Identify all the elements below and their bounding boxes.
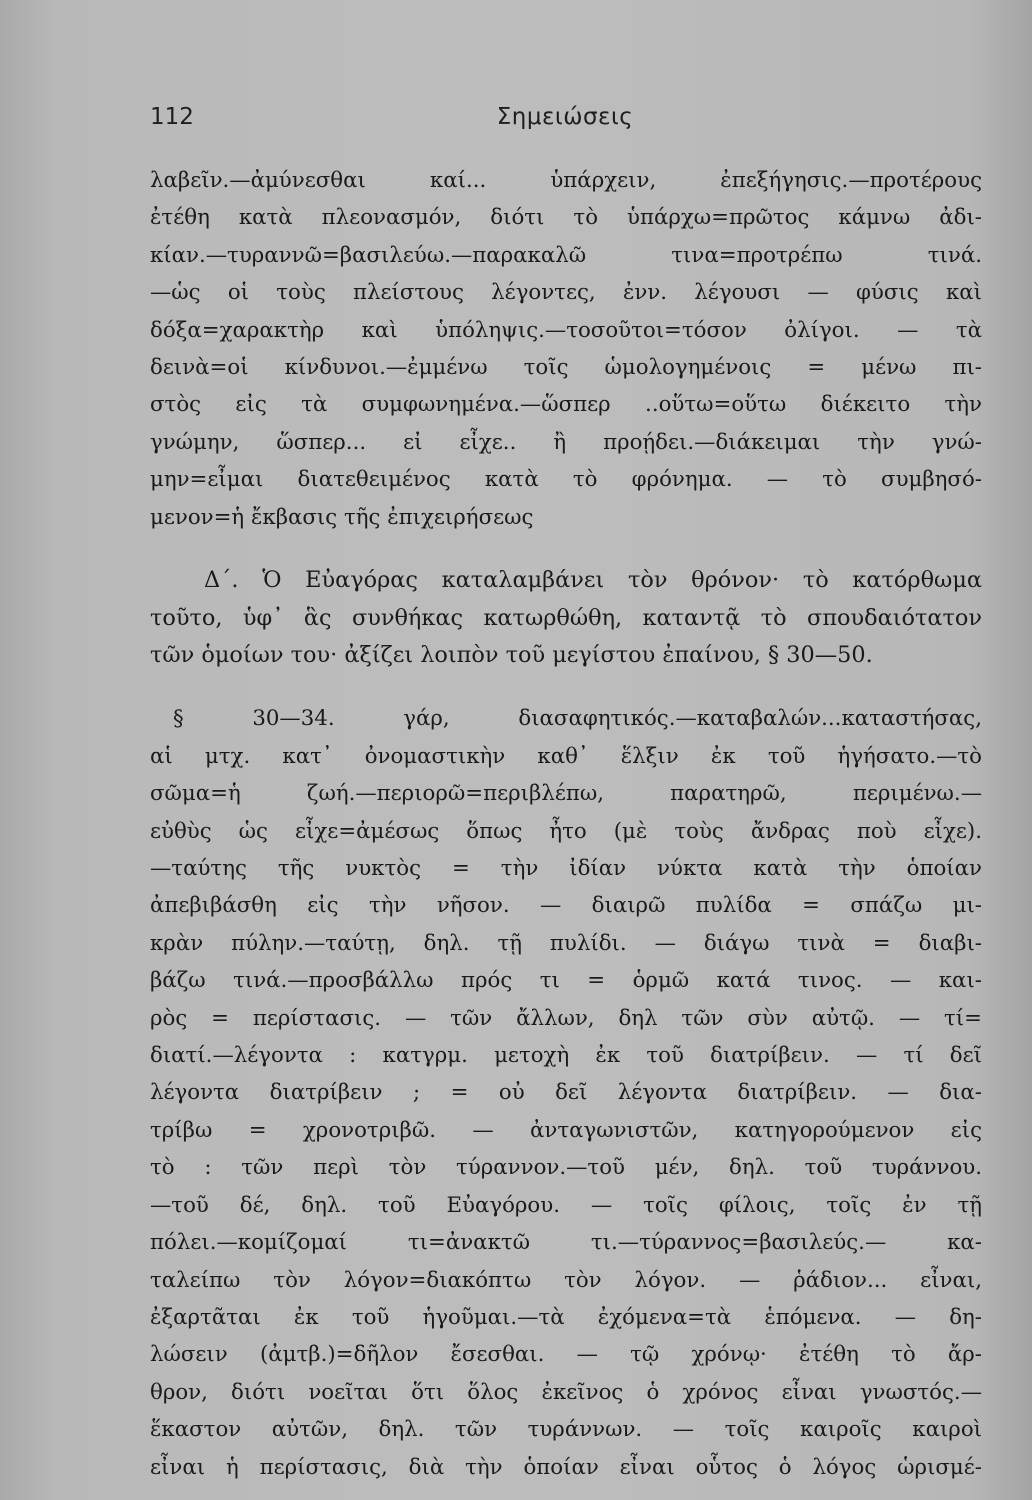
text-line: ἐξαρτᾶται ἐκ τοῦ ἡγοῦμαι.—τὰ ἐχόμενα=τὰ ἑπόμενα. — δη-: [150, 1305, 982, 1330]
section-heading-line: Δ΄. Ὁ Εὐαγόρας καταλαμβάνει τὸν θρόνον· τὸ κατόρθωμα: [204, 567, 982, 593]
text-line: λαβεῖν.—ἀμύνεσθαι καί... ὑπάρχειν, ἐπεξήγησις.—προτέρους: [150, 168, 982, 193]
text-line: τρίβω = χρονοτριβῶ. — ἀνταγωνιστῶν, κατηγορούμενον εἰς: [150, 1118, 982, 1143]
text-line: μην=εἶμαι διατεθειμένος κατὰ τὸ φρόνημα. — τὸ συμβησό-: [150, 467, 982, 492]
paragraph-start-line: § 30—34. γάρ, διασαφητικός.—καταβαλών...καταστήσας,: [173, 706, 982, 731]
text-line: λέγοντα διατρίβειν ; = οὐ δεῖ λέγοντα διατρίβειν. — δια-: [150, 1080, 982, 1105]
text-line: μενον=ἡ ἔκβασις τῆς ἐπιχειρήσεως: [150, 505, 534, 530]
text-line: αἱ μτχ. κατ᾽ ὀνομαστικὴν καθ᾽ ἕλξιν ἐκ τοῦ ἡγήσατο.—τὸ: [150, 744, 982, 769]
text-line: τῶν ὁμοίων του· ἀξίζει λοιπὸν τοῦ μεγίστου ἐπαίνου, § 30—50.: [150, 642, 873, 668]
text-line: σῶμα=ἡ ζωή.—περιορῶ=περιβλέπω, παρατηρῶ, περιμένω.—: [150, 781, 982, 806]
text-line: —ὡς οἱ τοὺς πλείστους λέγοντες, ἐνν. λέγουσι — φύσις καὶ: [150, 280, 982, 305]
text-line: ἐτέθη κατὰ πλεονασμόν, διότι τὸ ὑπάρχω=πρῶτος κάμνω ἀδι-: [150, 205, 982, 230]
text-line: τὸ : τῶν περὶ τὸν τύραννον.—τοῦ μέν, δηλ. τοῦ τυράννου.: [150, 1155, 982, 1180]
text-line: δόξα=χαρακτὴρ καὶ ὑπόληψις.—τοσοῦτοι=τόσον ὀλίγοι. — τὰ: [150, 318, 982, 343]
text-line: διατί.—λέγοντα : κατγρμ. μετοχὴ ἐκ τοῦ διατρίβειν. — τί δεῖ: [150, 1043, 982, 1068]
text-line: κρὰν πύλην.—ταύτῃ, δηλ. τῇ πυλίδι. — διάγω τινὰ = διαβι-: [150, 931, 982, 956]
text-line: ρὸς = περίστασις. — τῶν ἄλλων, δηλ τῶν σὺν αὐτῷ. — τί=: [150, 1006, 982, 1031]
text-line: ἕκαστον αὐτῶν, δηλ. τῶν τυράννων. — τοῖς καιροῖς καιροὶ: [150, 1417, 982, 1442]
text-line: ἀπεβιβάσθη εἰς τὴν νῆσον. — διαιρῶ πυλίδα = σπάζω μι-: [150, 893, 982, 918]
text-line: πόλει.—κομίζομαί τι=ἀνακτῶ τι.—τύραννος=βασιλεύς.— κα-: [150, 1230, 982, 1255]
text-line: —τοῦ δέ, δηλ. τοῦ Εὐαγόρου. — τοῖς φίλοις, τοῖς ἐν τῇ: [150, 1193, 982, 1218]
text-line: εἶναι ἡ περίστασις, διὰ τὴν ὁποίαν εἶναι οὗτος ὁ λόγος ὡρισμέ-: [150, 1455, 982, 1480]
text-line: ταλείπω τὸν λόγον=διακόπτω τὸν λόγον. — ῥάδιον... εἶναι,: [150, 1268, 982, 1293]
text-line: θρον, διότι νοεῖται ὅτι ὅλος ἐκεῖνος ὁ χρόνος εἶναι γνωστός.—: [150, 1380, 982, 1405]
text-line: γνώμην, ὥσπερ... εἰ εἶχε.. ἢ προῄδει.—διάκειμαι τὴν γνώ-: [150, 430, 982, 455]
page-number: 112: [150, 104, 194, 130]
running-title: Σημειώσεις: [496, 104, 634, 130]
text-line: λώσειν (ἀμτβ.)=δῆλον ἔσεσθαι. — τῷ χρόνῳ· ἐτέθη τὸ ἄρ-: [150, 1342, 982, 1367]
text-line: δεινὰ=οἱ κίνδυνοι.—ἐμμένω τοῖς ὡμολογημένοις = μένω πι-: [150, 355, 982, 380]
page-header: [150, 104, 980, 144]
text-line: βάζω τινά.—προσβάλλω πρός τι = ὁρμῶ κατά τινος. — και-: [150, 968, 982, 993]
text-line: εὐθὺς ὡς εἶχε=ἀμέσως ὅπως ἦτο (μὲ τοὺς ἄνδρας ποὺ εἶχε).: [150, 819, 982, 844]
text-line: τοῦτο, ὑφ᾽ ἃς συνθήκας κατωρθώθη, καταντᾷ τὸ σπουδαιότατον: [150, 605, 982, 631]
text-line: —ταύτης τῆς νυκτὸς = τὴν ἰδίαν νύκτα κατὰ τὴν ὁποίαν: [150, 856, 982, 881]
text-line: κίαν.—τυραννῶ=βασιλεύω.—παρακαλῶ τινα=προτρέπω τινά.: [150, 243, 982, 268]
text-line: στὸς εἰς τὰ συμφωνημένα.—ὥσπερ ..οὕτω=οὕτω διέκειτο τὴν: [150, 392, 982, 417]
